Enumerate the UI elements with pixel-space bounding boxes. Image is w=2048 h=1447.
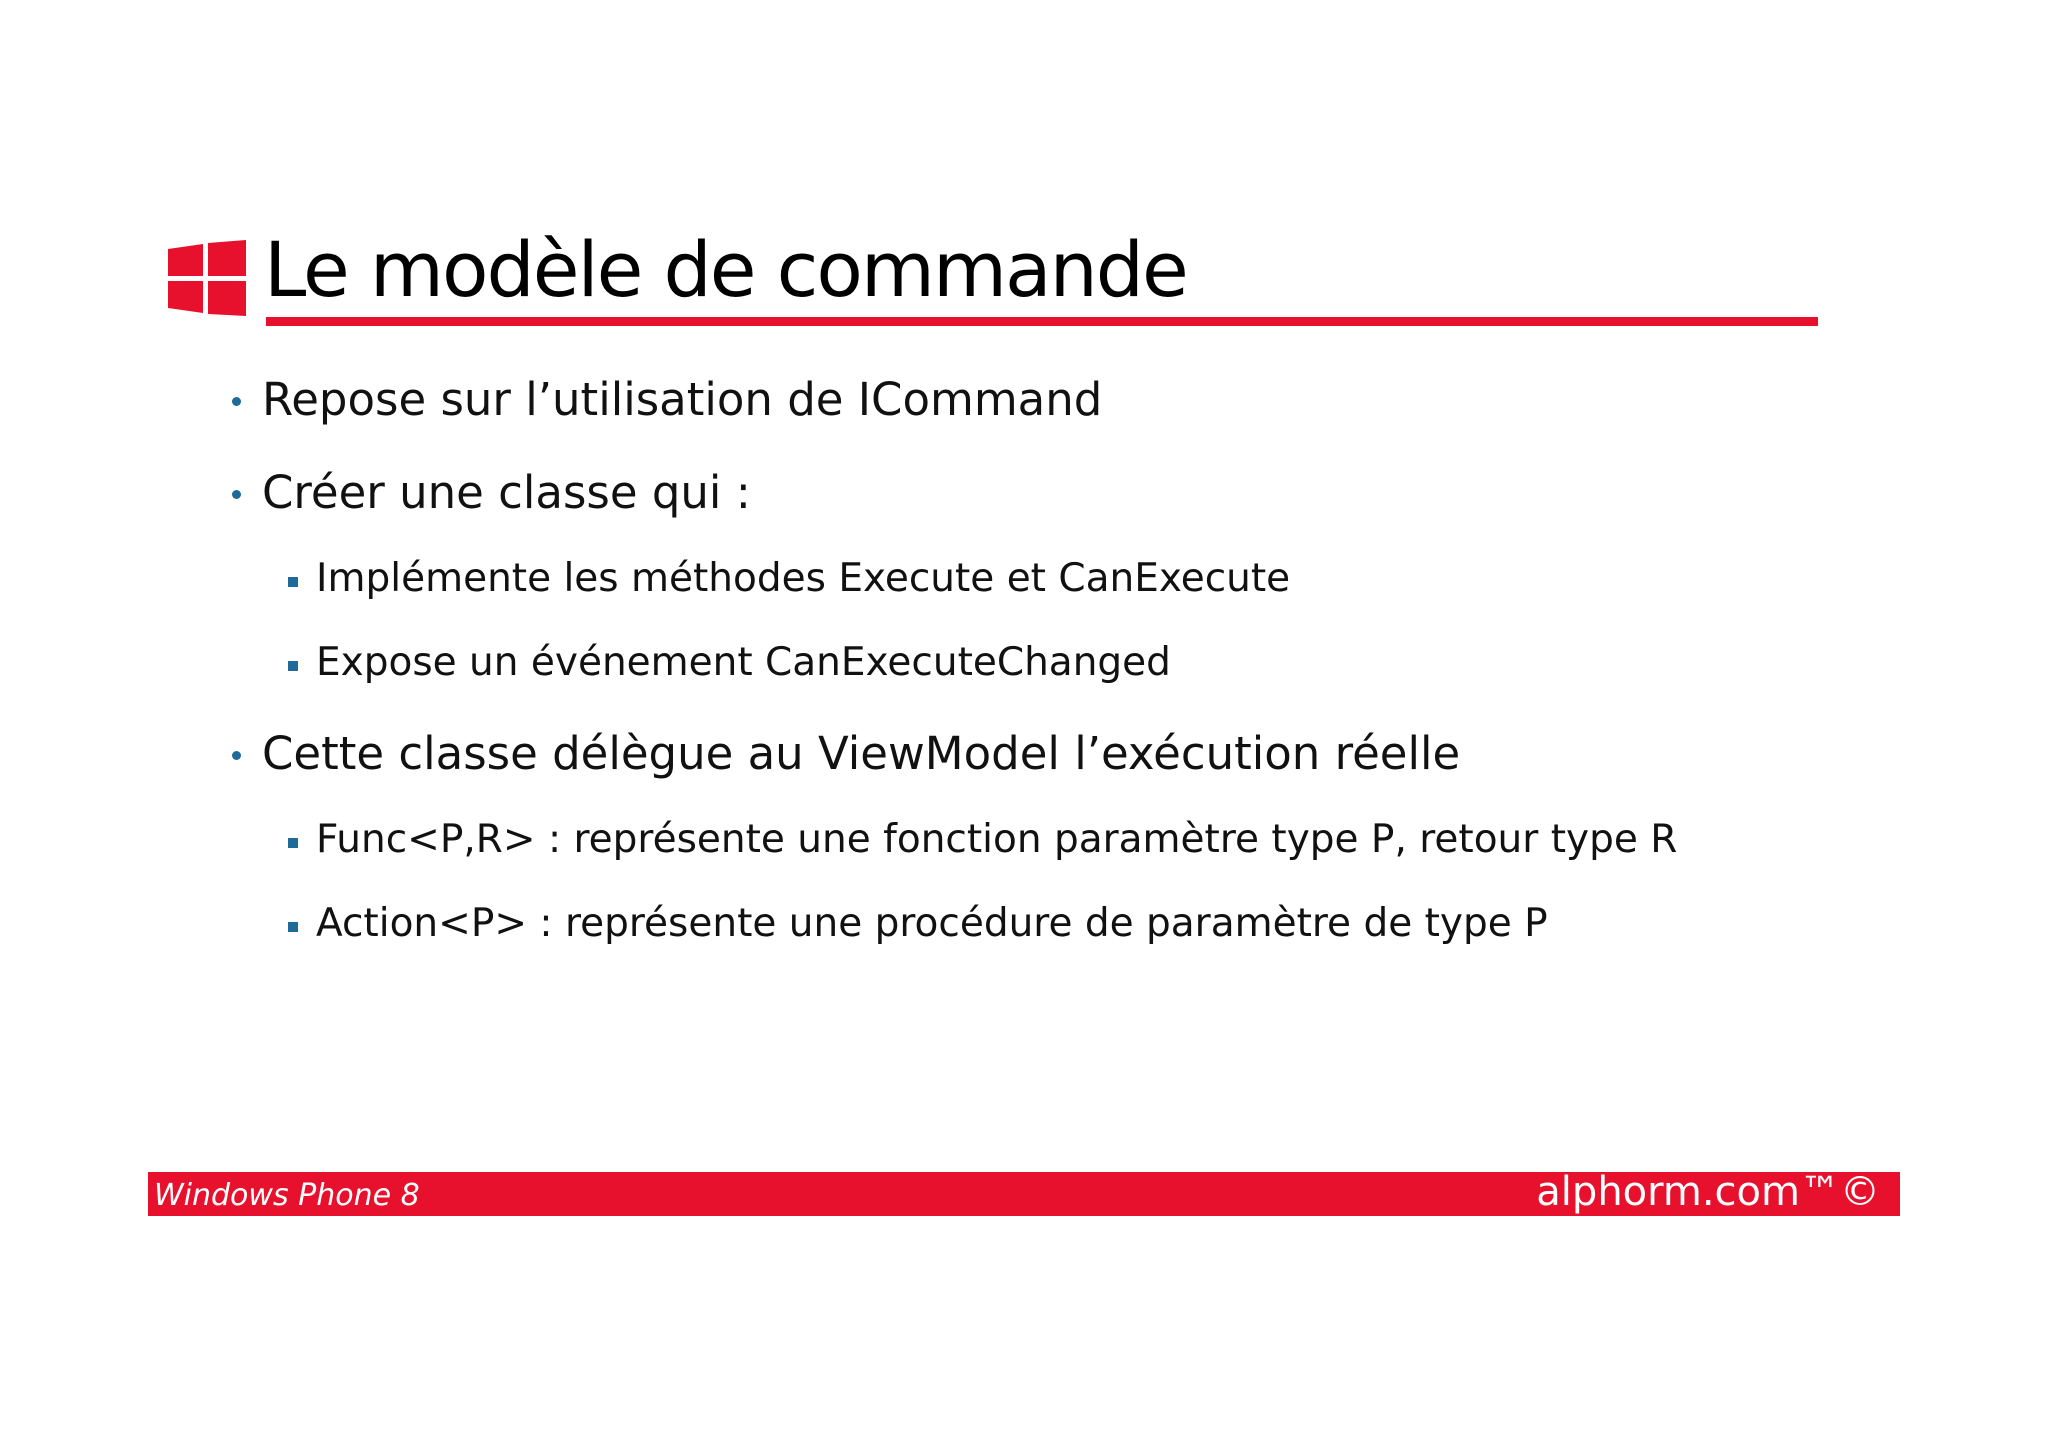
bullet-text: Expose un événement CanExecuteChanged xyxy=(316,640,1171,685)
bullet-text: Cette classe délègue au ViewModel l’exécution réelle xyxy=(262,727,1461,780)
square-bullet-icon xyxy=(288,577,298,587)
slide-title: Le modèle de commande xyxy=(264,225,1187,314)
sub-bullet-item xyxy=(316,813,1677,867)
square-bullet-icon xyxy=(288,838,298,848)
bullet-item xyxy=(262,724,1460,784)
sub-bullet-item xyxy=(316,897,1548,951)
footer-bar xyxy=(148,1169,1900,1216)
sub-bullet-item xyxy=(316,552,1290,606)
footer-course-name: Windows Phone 8 xyxy=(154,1178,420,1213)
bullet-text: Créer une classe qui : xyxy=(262,466,751,519)
bullet-text: Repose sur l’utilisation de ICommand xyxy=(262,373,1103,426)
sub-bullet-item xyxy=(316,636,1171,690)
bullet-item xyxy=(262,463,751,523)
windows-logo-icon xyxy=(168,240,246,316)
round-bullet-icon xyxy=(232,751,241,760)
bullet-text: Action<P> : représente une procédure de paramètre de type P xyxy=(316,901,1548,946)
square-bullet-icon xyxy=(288,922,298,932)
footer-brand: alphorm.com™© xyxy=(1536,1169,1880,1215)
bullet-text: Implémente les méthodes Execute et CanExecute xyxy=(316,556,1291,601)
round-bullet-icon xyxy=(232,490,241,499)
square-bullet-icon xyxy=(288,661,298,671)
bullet-text: Func<P,R> : représente une fonction paramètre type P, retour type R xyxy=(316,817,1678,862)
title-underline xyxy=(266,317,1818,326)
bullet-item xyxy=(262,370,1102,430)
round-bullet-icon xyxy=(232,397,241,406)
